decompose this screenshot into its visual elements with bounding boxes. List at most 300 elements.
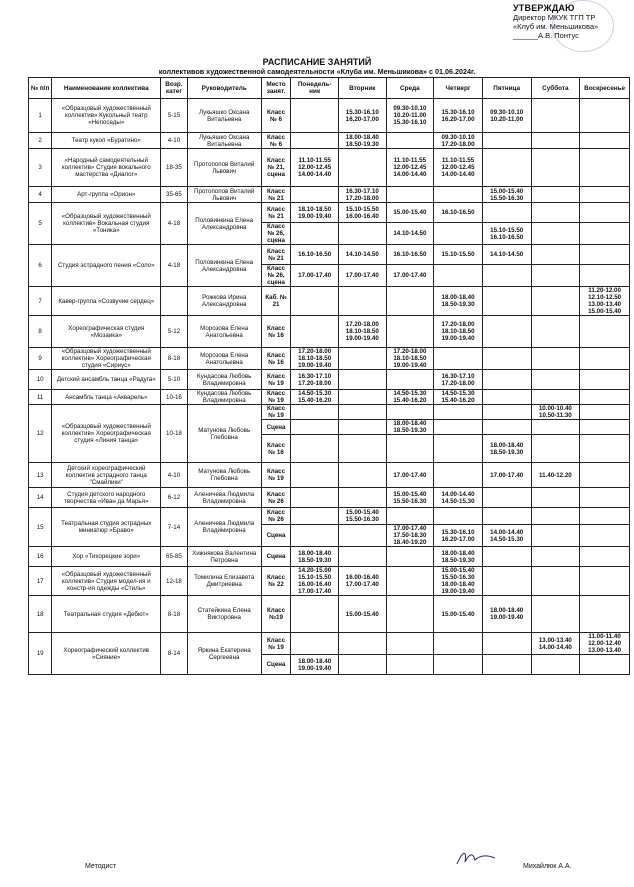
age-category: 4-10 bbox=[161, 133, 187, 149]
room-cell: Класс № 16 bbox=[261, 435, 291, 463]
time-cell-sat bbox=[531, 133, 580, 149]
time-cell-sat bbox=[531, 655, 580, 675]
header-name: Наименование коллектива bbox=[52, 78, 161, 99]
table-row bbox=[29, 405, 630, 420]
time-cell-fri bbox=[482, 547, 531, 567]
time-cell-tue bbox=[338, 435, 386, 463]
time-cell-wed bbox=[386, 547, 434, 567]
row-number: 15 bbox=[29, 508, 52, 547]
time-cell-tue: 16.30-17.10 17.20-18.00 bbox=[338, 187, 386, 203]
time-cell-thu: 15.10-15.50 bbox=[434, 245, 483, 265]
time-cell-wed bbox=[386, 133, 434, 149]
time-cell-tue: 15.00-15.40 15.50-16.30 bbox=[338, 508, 386, 525]
collective-name: Детский хореографический коллектив эстрадного танца "Смайлики" bbox=[52, 463, 161, 488]
footer-role: Методист bbox=[85, 863, 117, 870]
time-cell-sat bbox=[531, 596, 580, 633]
time-cell-thu: 14.00-14.40 14.50-15.30 bbox=[434, 488, 483, 508]
time-cell-fri bbox=[482, 370, 531, 390]
leader-name: Хижнякова Валентина Петровна bbox=[187, 547, 261, 567]
approval-line-3: ______А.В. Понтус bbox=[513, 31, 579, 40]
time-cell-fri bbox=[482, 133, 531, 149]
row-number: 9 bbox=[29, 348, 52, 370]
time-cell-sun bbox=[580, 149, 630, 187]
time-cell-sat bbox=[531, 525, 580, 547]
time-cell-fri bbox=[482, 316, 531, 348]
time-cell-fri bbox=[482, 149, 531, 187]
time-cell-wed: 17.00-17.40 17.50-18.30 18.40-19.20 bbox=[386, 525, 434, 547]
time-cell-sun bbox=[580, 508, 630, 525]
time-cell-mon bbox=[291, 633, 339, 655]
time-cell-sat: 11.40-12.20 bbox=[531, 463, 580, 488]
time-cell-sat bbox=[531, 223, 580, 245]
time-cell-tue: 15.00-15.40 bbox=[338, 596, 386, 633]
time-cell-mon bbox=[291, 99, 339, 133]
time-cell-fri bbox=[482, 405, 531, 420]
age-category: 4-18 bbox=[161, 203, 187, 245]
time-cell-wed: 09.30-10.10 10.20-11.00 15.30-16.10 bbox=[386, 99, 434, 133]
time-cell-sun bbox=[580, 405, 630, 420]
time-cell-sun bbox=[580, 390, 630, 405]
row-number: 4 bbox=[29, 187, 52, 203]
time-cell-sat bbox=[531, 488, 580, 508]
time-cell-fri bbox=[482, 488, 531, 508]
row-number: 2 bbox=[29, 133, 52, 149]
time-cell-mon bbox=[291, 316, 339, 348]
time-cell-fri: 14.10-14.50 bbox=[482, 245, 531, 265]
room-cell: Сцена bbox=[261, 655, 291, 675]
table-row bbox=[29, 488, 630, 508]
time-cell-thu: 15.00-15.40 bbox=[434, 596, 483, 633]
time-cell-fri: 14.00-14.40 14.50-15.30 bbox=[482, 525, 531, 547]
time-cell-sat bbox=[531, 390, 580, 405]
room-cell: Класс № 26 bbox=[261, 488, 291, 508]
time-cell-wed bbox=[386, 287, 434, 316]
schedule-body bbox=[29, 99, 630, 675]
time-cell-wed: 14.10-14.50 bbox=[386, 223, 434, 245]
time-cell-sun bbox=[580, 463, 630, 488]
time-cell-mon: 14.50-15.30 15.40-16.20 bbox=[291, 390, 339, 405]
room-cell: Класс № 26 bbox=[261, 508, 291, 525]
time-cell-thu: 09.30-10.10 17.20-18.00 bbox=[434, 133, 483, 149]
time-cell-thu: 16.10-16.50 bbox=[434, 203, 483, 223]
time-cell-sun bbox=[580, 420, 630, 435]
row-number: 8 bbox=[29, 316, 52, 348]
time-cell-mon bbox=[291, 596, 339, 633]
leader-name: Аленичева Людмила Владимировна bbox=[187, 488, 261, 508]
time-cell-wed: 16.10-16.50 bbox=[386, 245, 434, 265]
time-cell-wed bbox=[386, 435, 434, 463]
room-cell: Класс № 26, сцена bbox=[261, 223, 291, 245]
age-category: 65-85 bbox=[161, 547, 187, 567]
row-number: 7 bbox=[29, 287, 52, 316]
table-row bbox=[29, 370, 630, 390]
table-row bbox=[29, 567, 630, 596]
signature-icon bbox=[455, 848, 497, 868]
time-cell-tue bbox=[338, 463, 386, 488]
table-row bbox=[29, 463, 630, 488]
time-cell-sat bbox=[531, 420, 580, 435]
room-cell: Класс №19 bbox=[261, 596, 291, 633]
row-number: 6 bbox=[29, 245, 52, 287]
leader-name: Матунова Любовь Глебовна bbox=[187, 463, 261, 488]
collective-name: Арт-группа «Орион» bbox=[52, 187, 161, 203]
time-cell-mon bbox=[291, 463, 339, 488]
time-cell-fri: 15.10-15.50 16.10-16.50 bbox=[482, 223, 531, 245]
room-cell: Сцена bbox=[261, 547, 291, 567]
time-cell-tue bbox=[338, 149, 386, 187]
row-number: 12 bbox=[29, 405, 52, 463]
room-cell: Сцена bbox=[261, 525, 291, 547]
row-number: 5 bbox=[29, 203, 52, 245]
time-cell-sun bbox=[580, 316, 630, 348]
collective-name: Хореографический коллектив «Сияние» bbox=[52, 633, 161, 675]
age-category: 35-65 bbox=[161, 187, 187, 203]
time-cell-tue bbox=[338, 420, 386, 435]
time-cell-wed bbox=[386, 187, 434, 203]
collective-name: Студия детского народного творчества «Иван да Марья» bbox=[52, 488, 161, 508]
time-cell-tue bbox=[338, 633, 386, 655]
time-cell-thu bbox=[434, 187, 483, 203]
time-cell-wed bbox=[386, 655, 434, 675]
time-cell-thu bbox=[434, 420, 483, 435]
time-cell-fri: 18.00-18.40 18.50-19.30 bbox=[482, 435, 531, 463]
header-thu: Четверг bbox=[434, 78, 483, 99]
time-cell-thu bbox=[434, 405, 483, 420]
time-cell-fri bbox=[482, 348, 531, 370]
table-row bbox=[29, 633, 630, 655]
row-number: 10 bbox=[29, 370, 52, 390]
time-cell-sat bbox=[531, 547, 580, 567]
time-cell-fri bbox=[482, 287, 531, 316]
time-cell-wed: 17.20-18.00 18.10-18.50 19.00-19.40 bbox=[386, 348, 434, 370]
leader-name: Кундасова Любовь Владимировна bbox=[187, 370, 261, 390]
table-row bbox=[29, 547, 630, 567]
time-cell-wed bbox=[386, 567, 434, 596]
footer-name: Михайлюк А.А. bbox=[523, 863, 572, 870]
time-cell-thu: 15.00-15.40 15.50-16.30 18.00-18.40 19.00-19.40 bbox=[434, 567, 483, 596]
time-cell-tue bbox=[338, 287, 386, 316]
header-tue: Вторник bbox=[338, 78, 386, 99]
time-cell-fri bbox=[482, 203, 531, 223]
room-cell: Класс № 19 bbox=[261, 463, 291, 488]
leader-name: Рожкова Ирина Александровна bbox=[187, 287, 261, 316]
leader-name: Томилина Елизавета Дмитриевна bbox=[187, 567, 261, 596]
age-category: 8-18 bbox=[161, 596, 187, 633]
leader-name: Протопопов Виталий Львович bbox=[187, 187, 261, 203]
time-cell-sat bbox=[531, 245, 580, 265]
collective-name: Ансамбль танца «Акварель» bbox=[52, 390, 161, 405]
header-wed: Среда bbox=[386, 78, 434, 99]
room-cell: Каб. № 21 bbox=[261, 287, 291, 316]
table-row bbox=[29, 390, 630, 405]
time-cell-sun bbox=[580, 187, 630, 203]
page-title: РАСПИСАНИЕ ЗАНЯТИЙ bbox=[262, 57, 372, 67]
leader-name: Протопопов Виталий Львович bbox=[187, 149, 261, 187]
header-fri: Пятница bbox=[482, 78, 531, 99]
age-category: 8-18 bbox=[161, 348, 187, 370]
time-cell-thu bbox=[434, 508, 483, 525]
time-cell-sat bbox=[531, 435, 580, 463]
time-cell-thu: 16.30-17.10 17.20-18.00 bbox=[434, 370, 483, 390]
row-number: 1 bbox=[29, 99, 52, 133]
row-number: 19 bbox=[29, 633, 52, 675]
time-cell-fri bbox=[482, 508, 531, 525]
time-cell-thu: 14.50-15.30 15.40-16.20 bbox=[434, 390, 483, 405]
leader-name: Половинкина Елена Александровна bbox=[187, 203, 261, 245]
time-cell-fri bbox=[482, 265, 531, 287]
leader-name: Аленичева Людмила Владимировна bbox=[187, 508, 261, 547]
time-cell-sat bbox=[531, 508, 580, 525]
time-cell-thu: 18.00-18.40 18.50-19.30 bbox=[434, 287, 483, 316]
row-number: 16 bbox=[29, 547, 52, 567]
age-category bbox=[161, 287, 187, 316]
header-leader: Руководитель bbox=[187, 78, 261, 99]
time-cell-sat: 10.00-10.40 10.50-11.30 bbox=[531, 405, 580, 420]
time-cell-thu bbox=[434, 655, 483, 675]
time-cell-sun bbox=[580, 203, 630, 223]
schedule-table bbox=[28, 77, 630, 675]
time-cell-wed bbox=[386, 596, 434, 633]
time-cell-tue: 15.30-16.10 16.20-17.00 bbox=[338, 99, 386, 133]
time-cell-tue bbox=[338, 655, 386, 675]
table-row bbox=[29, 203, 630, 223]
time-cell-mon bbox=[291, 405, 339, 420]
approval-title: УТВЕРЖДАЮ bbox=[513, 3, 575, 13]
time-cell-wed: 14.50-15.30 15.40-16.20 bbox=[386, 390, 434, 405]
time-cell-sun bbox=[580, 488, 630, 508]
time-cell-tue bbox=[338, 370, 386, 390]
collective-name: Детский ансамбль танца «Радуга» bbox=[52, 370, 161, 390]
time-cell-sun bbox=[580, 547, 630, 567]
table-row bbox=[29, 187, 630, 203]
age-category: 5-15 bbox=[161, 99, 187, 133]
time-cell-wed: 15.00-15.40 15.50-16.30 bbox=[386, 488, 434, 508]
age-category: 5-10 bbox=[161, 370, 187, 390]
header-room: Место занят. bbox=[261, 78, 291, 99]
time-cell-thu: 15.30-16.10 16.20-17.00 bbox=[434, 99, 483, 133]
time-cell-tue bbox=[338, 348, 386, 370]
table-row bbox=[29, 133, 630, 149]
time-cell-wed: 17.00-17.40 bbox=[386, 265, 434, 287]
age-category: 12-18 bbox=[161, 567, 187, 596]
time-cell-thu bbox=[434, 463, 483, 488]
room-cell: Класс № 22 bbox=[261, 567, 291, 596]
time-cell-tue: 18.00-18.40 18.50-19.30 bbox=[338, 133, 386, 149]
time-cell-sun bbox=[580, 348, 630, 370]
table-row bbox=[29, 149, 630, 187]
room-cell: Класс № 6 bbox=[261, 133, 291, 149]
time-cell-wed: 11.10-11.55 12.00-12.45 14.00-14.40 bbox=[386, 149, 434, 187]
time-cell-mon bbox=[291, 287, 339, 316]
time-cell-tue: 17.20-18.00 18.10-18.50 19.00-19.40 bbox=[338, 316, 386, 348]
time-cell-mon bbox=[291, 488, 339, 508]
time-cell-thu bbox=[434, 223, 483, 245]
collective-name: «Образцовый художественный коллектив» Кукольный театр «Непоседы» bbox=[52, 99, 161, 133]
time-cell-sat bbox=[531, 370, 580, 390]
time-cell-tue: 14.10-14.50 bbox=[338, 245, 386, 265]
leader-name: Матунова Любовь Глебовна bbox=[187, 405, 261, 463]
leader-name: Половинкина Елена Александровна bbox=[187, 245, 261, 287]
leader-name: Морозова Елена Анатольевна bbox=[187, 348, 261, 370]
time-cell-wed bbox=[386, 316, 434, 348]
collective-name: Кавер-группа «Созвучие сердец» bbox=[52, 287, 161, 316]
time-cell-wed: 17.00-17.40 bbox=[386, 463, 434, 488]
room-cell: Класс № 21 bbox=[261, 245, 291, 265]
header-age: Возр. катег bbox=[161, 78, 187, 99]
time-cell-mon bbox=[291, 133, 339, 149]
leader-name: Морозова Елена Анатольевна bbox=[187, 316, 261, 348]
time-cell-tue bbox=[338, 405, 386, 420]
time-cell-thu bbox=[434, 348, 483, 370]
time-cell-sat bbox=[531, 265, 580, 287]
time-cell-sat bbox=[531, 187, 580, 203]
time-cell-mon: 16.10-16.50 bbox=[291, 245, 339, 265]
time-cell-mon: 18.10-18.50 19.00-19.40 bbox=[291, 203, 339, 223]
time-cell-fri: 09.30-10.10 10.20-11.00 bbox=[482, 99, 531, 133]
header-mon: Понедель-ник bbox=[291, 78, 339, 99]
time-cell-thu: 15.30-16.10 16.20-17.00 bbox=[434, 525, 483, 547]
table-row bbox=[29, 287, 630, 316]
collective-name: Хореографическая студия «Мозаика» bbox=[52, 316, 161, 348]
time-cell-fri: 17.00-17.40 bbox=[482, 463, 531, 488]
row-number: 14 bbox=[29, 488, 52, 508]
time-cell-fri bbox=[482, 655, 531, 675]
table-row bbox=[29, 596, 630, 633]
room-cell: Сцена bbox=[261, 420, 291, 435]
time-cell-thu bbox=[434, 435, 483, 463]
header-sat: Суббота bbox=[531, 78, 580, 99]
time-cell-sat bbox=[531, 316, 580, 348]
time-cell-sun bbox=[580, 265, 630, 287]
time-cell-fri bbox=[482, 390, 531, 405]
time-cell-sat bbox=[531, 99, 580, 133]
time-cell-thu bbox=[434, 265, 483, 287]
collective-name: «Образцовый художественный коллектив» Хореографическая студия «Линия танца» bbox=[52, 405, 161, 463]
row-number: 3 bbox=[29, 149, 52, 187]
time-cell-mon: 14.20-15.00 15.10-15.50 16.00-16.40 17.00-17.40 bbox=[291, 567, 339, 596]
time-cell-tue: 17.00-17.40 bbox=[338, 265, 386, 287]
age-category: 7-14 bbox=[161, 508, 187, 547]
time-cell-mon bbox=[291, 525, 339, 547]
time-cell-tue: 16.00-16.40 17.00-17.40 bbox=[338, 567, 386, 596]
time-cell-fri: 15.00-15.40 15.50-16.30 bbox=[482, 187, 531, 203]
time-cell-tue bbox=[338, 223, 386, 245]
time-cell-sun bbox=[580, 435, 630, 463]
room-cell: Класс № 26, сцена bbox=[261, 265, 291, 287]
header-sun: Воскресенье bbox=[580, 78, 630, 99]
time-cell-wed: 18.00-18.40 18.50-19.30 bbox=[386, 420, 434, 435]
room-cell: Класс № 21, сцена bbox=[261, 149, 291, 187]
collective-name: «Народный самодеятельный коллектив» Студия вокального мастерства «Диалог» bbox=[52, 149, 161, 187]
time-cell-tue bbox=[338, 390, 386, 405]
age-category: 18-35 bbox=[161, 149, 187, 187]
time-cell-sun bbox=[580, 596, 630, 633]
time-cell-mon: 17.00-17.40 bbox=[291, 265, 339, 287]
time-cell-fri: 18.00-18.40 19.00-19.40 bbox=[482, 596, 531, 633]
table-row bbox=[29, 245, 630, 265]
time-cell-sun bbox=[580, 525, 630, 547]
time-cell-sat bbox=[531, 203, 580, 223]
collective-name: Театральная студия «Дебют» bbox=[52, 596, 161, 633]
time-cell-sun bbox=[580, 133, 630, 149]
time-cell-sun bbox=[580, 567, 630, 596]
time-cell-wed bbox=[386, 508, 434, 525]
time-cell-sat bbox=[531, 567, 580, 596]
time-cell-sun bbox=[580, 245, 630, 265]
row-number: 11 bbox=[29, 390, 52, 405]
time-cell-sun bbox=[580, 655, 630, 675]
time-cell-thu: 18.00-18.40 18.50-19.30 bbox=[434, 547, 483, 567]
leader-name: Кундасова Любовь Владимировна bbox=[187, 390, 261, 405]
room-cell: Класс № 16 bbox=[261, 316, 291, 348]
table-row bbox=[29, 316, 630, 348]
time-cell-mon bbox=[291, 420, 339, 435]
collective-name: Театр кукол «Буратино» bbox=[52, 133, 161, 149]
time-cell-mon bbox=[291, 187, 339, 203]
room-cell: Класс № 6 bbox=[261, 99, 291, 133]
time-cell-tue bbox=[338, 488, 386, 508]
room-cell: Класс № 21 bbox=[261, 203, 291, 223]
time-cell-fri bbox=[482, 567, 531, 596]
approval-line-2: «Клуб им. Меньшикова» bbox=[513, 22, 599, 31]
time-cell-mon: 18.00-18.40 18.50-19.30 bbox=[291, 547, 339, 567]
time-cell-mon bbox=[291, 508, 339, 525]
age-category: 10-16 bbox=[161, 390, 187, 405]
time-cell-sat bbox=[531, 287, 580, 316]
page-subtitle: коллективов художественной самодеятельности «Клуба им. Меньшикова» с 01.06.2024г. bbox=[158, 67, 476, 76]
time-cell-mon: 11.10-11.55 12.00-12.45 14.00-14.40 bbox=[291, 149, 339, 187]
table-row bbox=[29, 99, 630, 133]
time-cell-mon: 16.30-17.10 17.20-18.00 bbox=[291, 370, 339, 390]
time-cell-wed bbox=[386, 633, 434, 655]
time-cell-sat bbox=[531, 149, 580, 187]
time-cell-wed: 15.00-15.40 bbox=[386, 203, 434, 223]
approval-block bbox=[513, 4, 631, 40]
time-cell-thu: 11.10-11.55 12.00-12.45 14.00-14.40 bbox=[434, 149, 483, 187]
collective-name: Театральная студия эстрадных миниатюр «Браво» bbox=[52, 508, 161, 547]
time-cell-sat: 13.00-13.40 14.00-14.40 bbox=[531, 633, 580, 655]
time-cell-tue bbox=[338, 547, 386, 567]
leader-name: Лукьяшко Оксана Витальевна bbox=[187, 99, 261, 133]
time-cell-tue: 15.10-15.50 16.00-16.40 bbox=[338, 203, 386, 223]
room-cell: Класс № 21 bbox=[261, 187, 291, 203]
row-number: 13 bbox=[29, 463, 52, 488]
time-cell-thu bbox=[434, 633, 483, 655]
collective-name: Студия эстрадного пения «Соло» bbox=[52, 245, 161, 287]
age-category: 10-18 bbox=[161, 405, 187, 463]
collective-name: «Образцовый художественный коллектив» Хореографическая студия «Сириус» bbox=[52, 348, 161, 370]
age-category: 4-10 bbox=[161, 463, 187, 488]
approval-line-1: Директор МКУК ТГП ТР bbox=[513, 13, 596, 22]
time-cell-fri bbox=[482, 633, 531, 655]
collective-name: «Образцовый художественный коллектив» Вокальная студия «Тоника» bbox=[52, 203, 161, 245]
collective-name: Хор «Тихорецкие зори» bbox=[52, 547, 161, 567]
header-row bbox=[29, 78, 630, 99]
leader-name: Статейкина Елена Викторовна bbox=[187, 596, 261, 633]
room-cell: Класс № 19 bbox=[261, 405, 291, 420]
time-cell-wed bbox=[386, 405, 434, 420]
age-category: 6-12 bbox=[161, 488, 187, 508]
age-category: 5-12 bbox=[161, 316, 187, 348]
table-row bbox=[29, 348, 630, 370]
time-cell-mon bbox=[291, 223, 339, 245]
room-cell: Класс № 19 bbox=[261, 370, 291, 390]
leader-name: Лукьяшко Оксана Витальевна bbox=[187, 133, 261, 149]
room-cell: Класс № 19 bbox=[261, 390, 291, 405]
row-number: 17 bbox=[29, 567, 52, 596]
room-cell: Класс № 16 bbox=[261, 348, 291, 370]
table-row bbox=[29, 508, 630, 525]
